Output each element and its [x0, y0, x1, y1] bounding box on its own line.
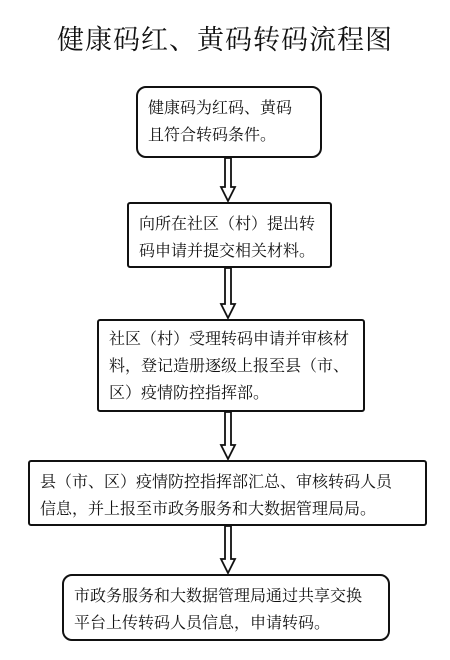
step-1-box	[136, 86, 322, 158]
arrow-1-to-2	[218, 158, 238, 202]
step-5-line-2: 平台上传转码人员信息，申请转码。	[74, 613, 331, 632]
step-3-line-3: 区）疫情防控指挥部。	[109, 383, 270, 402]
step-1-line-2: 且符合转码条件。	[148, 125, 277, 144]
step-2-box	[127, 202, 332, 268]
step-4-box	[28, 460, 427, 526]
arrow-2-to-3	[218, 268, 238, 319]
step-3-box	[97, 319, 365, 412]
step-4-line-1: 县（市、区）疫情防控指挥部汇总、审核转码人员	[40, 472, 393, 491]
step-1-line-1: 健康码为红码、黄码	[148, 98, 293, 117]
step-3-line-1: 社区（村）受理转码申请并审核材	[109, 329, 350, 348]
step-3-line-2: 料，登记造册逐级上报至县（市、	[109, 356, 350, 375]
step-2-line-1: 向所在社区（村）提出转	[139, 214, 316, 233]
step-5-line-1: 市政务服务和大数据管理局通过共享交换	[74, 586, 363, 605]
arrow-4-to-5	[218, 526, 238, 574]
step-4-line-2: 信息，并上报至市政务服务和大数据管理局局。	[40, 499, 377, 518]
arrow-3-to-4	[218, 412, 238, 460]
step-5-box	[62, 574, 390, 641]
diagram-title: 健康码红、黄码转码流程图	[57, 25, 393, 56]
step-2-line-2: 码申请并提交相关材料。	[139, 241, 316, 260]
